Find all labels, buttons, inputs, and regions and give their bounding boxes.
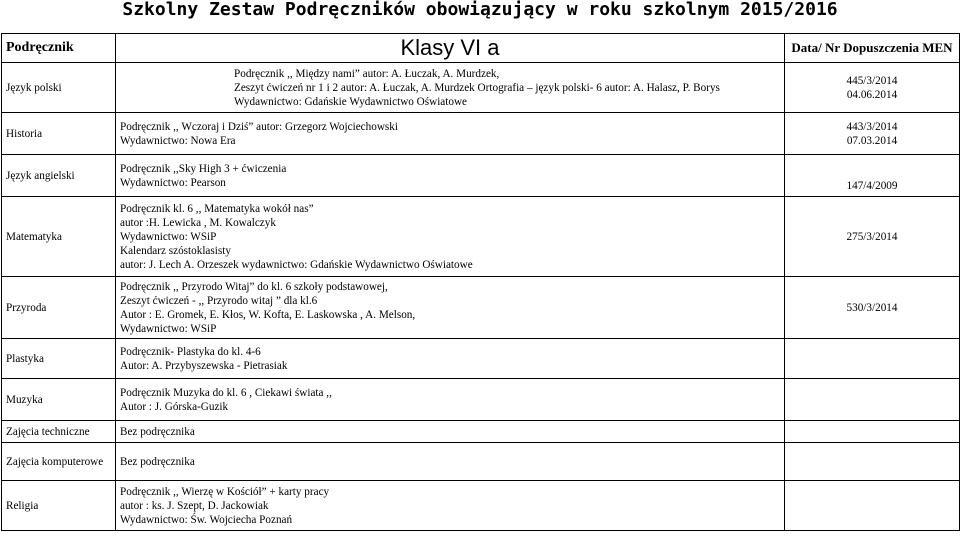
subject-cell: Zajęcia komputerowe bbox=[2, 443, 116, 481]
subject-cell: Plastyka bbox=[2, 339, 116, 379]
approval-number: 443/3/2014 bbox=[846, 120, 898, 133]
textbook-line: Podręcznik ,,Sky High 3 + ćwiczenia bbox=[120, 162, 287, 175]
textbook-line: Zeszyt ćwiczeń nr 1 i 2 autor: A. Łuczak, A. Murdzek Ortografia – język polski- 6 autor: A. Halasz, P. Borys bbox=[234, 81, 720, 94]
textbook-line: Podręcznik- Plastyka do kl. 4-6 bbox=[120, 345, 261, 358]
textbook-line: autor: J. Lech A. Orzeszek wydawnictwo: Gdańskie Wydawnictwo Oświatowe bbox=[120, 258, 473, 271]
table-row bbox=[2, 277, 960, 339]
textbook-line: Wydawnictwo: WSiP bbox=[120, 322, 217, 335]
approval-date: 07.03.2014 bbox=[846, 134, 898, 147]
textbook-table bbox=[1, 33, 960, 531]
textbook-line: Podręcznik Muzyka do kl. 6 , Ciekawi świata ,, bbox=[120, 386, 332, 399]
table-row bbox=[2, 421, 960, 443]
textbook-line: Podręcznik ,, Między nami” autor: A. Łuczak, A. Murdzek, bbox=[234, 67, 500, 80]
approval-cell bbox=[785, 379, 960, 421]
approval-cell bbox=[785, 339, 960, 379]
approval-cell bbox=[785, 155, 960, 197]
textbook-cell bbox=[116, 481, 785, 531]
header-approval: Data/ Nr Dopuszczenia MEN bbox=[785, 34, 960, 63]
header-textbook: Podręcznik bbox=[2, 34, 116, 63]
table-row bbox=[2, 63, 960, 113]
textbook-line: Bez podręcznika bbox=[120, 425, 195, 438]
textbook-cell bbox=[116, 197, 785, 277]
textbook-line: Wydawnictwo: Pearson bbox=[120, 176, 226, 189]
approval-number: 275/3/2014 bbox=[846, 230, 898, 243]
subject-cell: Język angielski bbox=[2, 155, 116, 197]
textbook-line: Kalendarz szóstoklasisty bbox=[120, 244, 231, 257]
textbook-cell bbox=[116, 421, 785, 443]
textbook-cell bbox=[116, 113, 785, 155]
textbook-cell bbox=[116, 277, 785, 339]
textbook-line: autor :H. Lewicka , M. Kowalczyk bbox=[120, 216, 276, 229]
textbook-line: Bez podręcznika bbox=[120, 455, 195, 468]
textbook-cell bbox=[116, 63, 785, 113]
approval-number: 530/3/2014 bbox=[846, 301, 898, 314]
approval-cell bbox=[785, 197, 960, 277]
table-row bbox=[2, 443, 960, 481]
textbook-cell bbox=[116, 339, 785, 379]
approval-number: 147/4/2009 bbox=[846, 180, 898, 192]
table-row bbox=[2, 113, 960, 155]
textbook-line: Autor : E. Gromek, E. Kłos, W. Kofta, E. Laskowska , A. Melson, bbox=[120, 308, 416, 321]
textbook-line: Zeszyt ćwiczeń - ,, Przyrodo witaj ” dla kl.6 bbox=[120, 294, 318, 307]
textbook-line: Podręcznik ,, Przyrodo Witaj” do kl. 6 szkoły podstawowej, bbox=[120, 280, 388, 293]
header-row bbox=[2, 34, 960, 63]
textbook-cell bbox=[116, 155, 785, 197]
textbook-line: autor : ks. J. Szept, D. Jackowiak bbox=[120, 499, 269, 512]
approval-cell bbox=[785, 481, 960, 531]
textbook-line: Wydawnictwo: WSiP bbox=[120, 230, 217, 243]
header-class: Klasy VI a bbox=[116, 34, 785, 63]
subject-cell: Zajęcia techniczne bbox=[2, 421, 116, 443]
table-row bbox=[2, 155, 960, 197]
table-row bbox=[2, 197, 960, 277]
textbook-line: Wydawnictwo: Św. Wojciecha Poznań bbox=[120, 513, 293, 526]
textbook-line: Autor: A. Przybyszewska - Pietrasiak bbox=[120, 359, 288, 372]
textbook-line: Wydawnictwo: Gdańskie Wydawnictwo Oświatowe bbox=[234, 95, 468, 108]
subject-cell: Muzyka bbox=[2, 379, 116, 421]
page-title: Szkolny Zestaw Podręczników obowiązujący w roku szkolnym 2015/2016 bbox=[122, 0, 838, 20]
approval-date: 04.06.2014 bbox=[846, 88, 898, 101]
textbook-cell bbox=[116, 379, 785, 421]
textbook-line: Podręcznik ,, Wczoraj i Dziś” autor: Grzegorz Wojciechowski bbox=[120, 120, 398, 133]
textbook-line: Autor : J. Górska-Guzik bbox=[120, 400, 229, 413]
approval-cell bbox=[785, 443, 960, 481]
approval-number: 445/3/2014 bbox=[846, 74, 898, 87]
subject-cell: Przyroda bbox=[2, 277, 116, 339]
textbook-cell bbox=[116, 443, 785, 481]
subject-cell: Historia bbox=[2, 113, 116, 155]
textbook-line: Podręcznik ,, Wierzę w Kościół” + karty pracy bbox=[120, 485, 330, 498]
approval-cell bbox=[785, 277, 960, 339]
approval-cell bbox=[785, 421, 960, 443]
approval-cell bbox=[785, 63, 960, 113]
subject-cell: Religia bbox=[2, 481, 116, 531]
table-row bbox=[2, 379, 960, 421]
textbook-line: Podręcznik kl. 6 ,, Matematyka wokół nas” bbox=[120, 202, 314, 215]
table-row bbox=[2, 339, 960, 379]
textbook-line: Wydawnictwo: Nowa Era bbox=[120, 134, 236, 147]
approval-cell bbox=[785, 113, 960, 155]
subject-cell: Język polski bbox=[2, 63, 116, 113]
table-row bbox=[2, 481, 960, 531]
subject-cell: Matematyka bbox=[2, 197, 116, 277]
